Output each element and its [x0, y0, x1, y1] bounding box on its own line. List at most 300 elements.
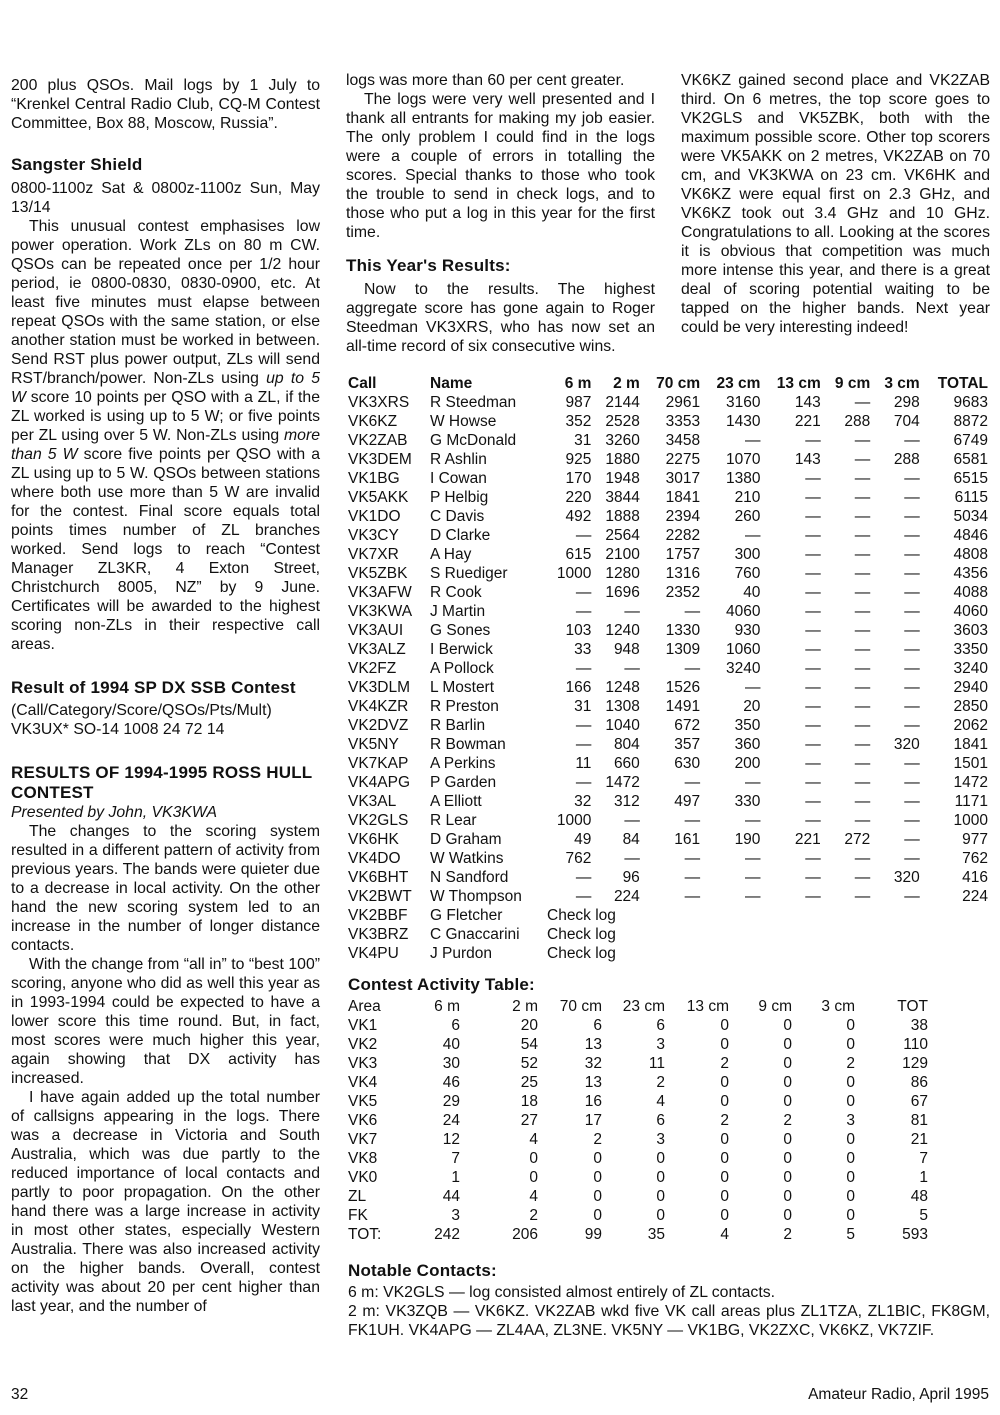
- checklog-cell: VK2BBF: [348, 907, 408, 924]
- activity-header-2m: 2 m: [512, 998, 538, 1015]
- results-cell: 3017: [665, 470, 701, 487]
- results-cell: 31: [574, 432, 592, 449]
- ross-hull-heading: RESULTS OF 1994-1995 ROSS HULL CONTEST: [11, 763, 313, 802]
- results-cell: 1472: [605, 774, 640, 791]
- results-cell: 930: [734, 622, 761, 639]
- results-cell: 8872: [953, 413, 988, 430]
- results-cell: 1248: [605, 679, 640, 696]
- activity-cell: 86: [910, 1074, 928, 1091]
- activity-cell: 0: [593, 1150, 602, 1167]
- results-cell: 497: [674, 793, 701, 810]
- results-cell: —: [744, 888, 761, 905]
- activity-cell: 2: [720, 1112, 729, 1129]
- results-row: [346, 735, 990, 754]
- activity-cell: 38: [910, 1017, 928, 1034]
- activity-cell: VK4: [348, 1074, 378, 1091]
- checklog-cell: VK3BRZ: [348, 926, 409, 943]
- results-cell: A Perkins: [430, 755, 496, 772]
- sangster-rules: This unusual contest emphasises low power operation. Work ZLs on 80 m CW. QSOs can be repeated once per 1/2 hour period, ie 0800-0830, 0830-0900, etc. At least five minutes must elapse between repeat QSOs with the same station, or else another station must be worked in between. Send RST plus power output, ZLs will send RST/branch/power. Non-ZLs using up to 5 W score 10 points per QSO with a ZL, if the ZL worked is using up to 5 W; or five points per ZL using over 5 W. Non-ZLs using more than 5 W score five points per QSO with a ZL using up to 5 W. QSOs between stations where both use more than 5 W are invalid for the contest. Final score equals total points times number of ZL branches worked. Send logs to reach “Contest Manager ZL3KR, 4 Exton Street, Christchurch 8005, NZ” by 9 June. Certificates will be awarded to the highest scoring non-ZLs in their respective call areas.: [11, 218, 321, 653]
- results-cell: —: [624, 603, 640, 620]
- results-cell: —: [904, 622, 920, 639]
- results-cell: 320: [893, 869, 920, 886]
- results-cell: —: [854, 565, 871, 582]
- results-cell: 416: [962, 869, 988, 886]
- results-cell: 3603: [953, 622, 988, 639]
- results-cell: —: [904, 641, 920, 658]
- results-cell: 210: [734, 489, 761, 506]
- results-cell: 166: [565, 679, 592, 696]
- results-cell: —: [805, 850, 821, 867]
- activity-cell: 0: [846, 1017, 855, 1034]
- activity-cell: FK: [348, 1207, 368, 1224]
- notable-heading: Notable Contacts:: [348, 1261, 497, 1280]
- results-cell: VK5ZBK: [348, 565, 408, 582]
- results-row: [346, 450, 990, 469]
- results-cell: 1430: [725, 413, 761, 430]
- activity-row: [348, 1111, 928, 1130]
- results-cell: —: [904, 755, 920, 772]
- results-cell: 1888: [605, 508, 640, 525]
- activity-cell: 206: [512, 1226, 538, 1243]
- results-cell: 1841: [953, 736, 988, 753]
- results-cell: —: [904, 831, 920, 848]
- results-cell: 224: [962, 888, 988, 905]
- results-cell: I Cowan: [430, 470, 487, 487]
- results-cell: 6749: [953, 432, 988, 449]
- results-cell: 352: [565, 413, 592, 430]
- page-number: 32: [11, 1386, 29, 1403]
- results-cell: VK4DO: [348, 850, 401, 867]
- activity-cell: 2: [783, 1226, 792, 1243]
- results-cell: VK5AKK: [348, 489, 409, 506]
- results-cell: 2144: [605, 394, 640, 411]
- activity-cell: 99: [584, 1226, 602, 1243]
- activity-row: [348, 1149, 928, 1168]
- results-cell: 3844: [605, 489, 640, 506]
- results-cell: —: [854, 736, 871, 753]
- results-cell: —: [854, 508, 871, 525]
- results-cell: 804: [613, 736, 640, 753]
- results-cell: G McDonald: [430, 432, 517, 449]
- results-heading: This Year's Results:: [346, 256, 511, 275]
- results-cell: —: [904, 717, 920, 734]
- activity-cell: 0: [846, 1150, 855, 1167]
- results-cell: 350: [734, 717, 761, 734]
- results-cell: —: [624, 850, 640, 867]
- results-cell: —: [854, 888, 871, 905]
- results-cell: —: [805, 774, 821, 791]
- results-cell: —: [805, 432, 821, 449]
- results-cell: 1308: [605, 698, 640, 715]
- results-row: [346, 621, 990, 640]
- results-cell: 3458: [665, 432, 701, 449]
- results-cell: 948: [613, 641, 640, 658]
- activity-cell: 16: [584, 1093, 602, 1110]
- results-header-23cm: 23 cm: [716, 375, 761, 392]
- results-row: [346, 469, 990, 488]
- results-cell: L Mostert: [430, 679, 495, 696]
- activity-cell: 11: [648, 1055, 665, 1072]
- results-cell: VK3ALZ: [348, 641, 406, 658]
- activity-cell: 0: [720, 1074, 729, 1091]
- results-cell: 1526: [665, 679, 701, 696]
- results-cell: W Thompson: [430, 888, 522, 905]
- results-cell: 1380: [725, 470, 761, 487]
- results-cell: 2961: [665, 394, 701, 411]
- results-cell: R Lear: [430, 812, 477, 829]
- results-cell: 4060: [953, 603, 988, 620]
- results-cell: A Pollock: [430, 660, 494, 677]
- activity-header-row: [348, 997, 928, 1016]
- results-cell: —: [805, 755, 821, 772]
- results-cell: —: [744, 850, 761, 867]
- results-cell: 2940: [953, 679, 988, 696]
- activity-cell: 0: [720, 1150, 729, 1167]
- results-cell: —: [854, 869, 871, 886]
- results-cell: 672: [674, 717, 701, 734]
- results-header-total: TOTAL: [937, 375, 988, 392]
- results-row: [346, 583, 990, 602]
- results-cell: —: [684, 850, 701, 867]
- results-cell: 2850: [953, 698, 988, 715]
- activity-cell: 5: [919, 1207, 928, 1224]
- results-cell: —: [805, 641, 821, 658]
- results-cell: —: [904, 850, 920, 867]
- results-row: [346, 792, 990, 811]
- notable-line-2: 2 m: VK3ZQB — VK6KZ. VK2ZAB wkd five VK call areas plus ZL1TZA, ZL1BIC, FK8GM, FK1UH. VK4APG — ZL4AA, ZL3NE. VK5NY — VK1BG, VK2ZXC, VK6KZ, VK7ZIF.: [348, 1303, 990, 1339]
- activity-row: [348, 1092, 928, 1111]
- activity-cell: 242: [434, 1226, 460, 1243]
- results-header-call: Call: [348, 375, 377, 392]
- activity-cell: 0: [529, 1169, 538, 1186]
- results-cell: 298: [893, 394, 920, 411]
- activity-header-tot: TOT: [897, 998, 928, 1015]
- results-cell: VK2BWT: [348, 888, 412, 905]
- checklog-cell: J Purdon: [430, 945, 493, 962]
- results-cell: VK2GLS: [348, 812, 409, 829]
- results-cell: —: [575, 736, 592, 753]
- results-row: [346, 526, 990, 545]
- activity-cell: 25: [520, 1074, 538, 1091]
- results-row: [346, 830, 990, 849]
- activity-cell: 7: [451, 1150, 460, 1167]
- activity-cell: 4: [529, 1131, 538, 1148]
- activity-row: [348, 1054, 928, 1073]
- activity-cell: 0: [720, 1188, 729, 1205]
- results-cell: —: [904, 565, 920, 582]
- activity-header-9cm: 9 cm: [758, 998, 792, 1015]
- results-cell: 1841: [665, 489, 701, 506]
- results-cell: —: [854, 812, 871, 829]
- results-cell: —: [805, 622, 821, 639]
- activity-row: [348, 1073, 928, 1092]
- results-cell: 200: [734, 755, 761, 772]
- results-cell: —: [854, 755, 871, 772]
- results-cell: —: [805, 888, 821, 905]
- activity-cell: 54: [520, 1036, 538, 1053]
- results-cell: —: [904, 470, 920, 487]
- results-cell: 760: [734, 565, 761, 582]
- ross-hull-p3: I have again added up the total number of callsigns appearing in the logs. There was a decrease in Victoria and South Australia, which was due partly to the reduced importance of local contacts and partly to poor propagation. On the other hand there was a large increase in activity in most other states, especially Western Australia. There was also increased activity on the higher bands. Overall, contest activity was about 20 per cent higher than last year, and the number of: [11, 1089, 320, 1315]
- results-cell: 4846: [953, 527, 988, 544]
- results-cell: D Clarke: [430, 527, 491, 544]
- activity-cell: 1: [919, 1169, 928, 1186]
- results-cell: 1240: [605, 622, 640, 639]
- results-row: [346, 716, 990, 735]
- activity-cell: 0: [846, 1093, 855, 1110]
- results-cell: —: [624, 812, 640, 829]
- results-cell: 4088: [953, 584, 988, 601]
- results-cell: S Ruediger: [430, 565, 508, 582]
- results-cell: —: [805, 489, 821, 506]
- results-cell: —: [575, 527, 592, 544]
- results-cell: 103: [565, 622, 592, 639]
- results-cell: VK3AFW: [348, 584, 412, 601]
- activity-cell: 0: [846, 1131, 855, 1148]
- results-cell: P Helbig: [430, 489, 489, 506]
- results-cell: —: [854, 394, 871, 411]
- activity-cell: 4: [529, 1188, 538, 1205]
- activity-cell: 6: [656, 1112, 665, 1129]
- results-cell: VK2ZAB: [348, 432, 408, 449]
- activity-cell: 5: [846, 1226, 855, 1243]
- results-cell: —: [684, 774, 701, 791]
- checklog-cell: G Fletcher: [430, 907, 503, 924]
- activity-cell: 0: [783, 1150, 792, 1167]
- results-header-6m: 6 m: [564, 375, 592, 392]
- results-row: [346, 431, 990, 450]
- results-cell: 2275: [665, 451, 701, 468]
- activity-table: [348, 997, 928, 1244]
- results-cell: 615: [565, 546, 592, 563]
- results-cell: 143: [794, 451, 821, 468]
- results-cell: —: [904, 698, 920, 715]
- results-cell: 143: [794, 394, 821, 411]
- results-row: [346, 659, 990, 678]
- activity-cell: 110: [903, 1036, 928, 1053]
- results-cell: —: [575, 603, 592, 620]
- results-cell: VK1BG: [348, 470, 400, 487]
- results-cell: —: [624, 660, 640, 677]
- results-cell: —: [805, 698, 821, 715]
- results-cell: R Bowman: [430, 736, 506, 753]
- results-cell: 9683: [953, 394, 988, 411]
- activity-cell: 0: [846, 1207, 855, 1224]
- checklog-cell: C Gnaccarini: [430, 926, 520, 943]
- results-cell: —: [854, 698, 871, 715]
- results-cell: 3240: [953, 660, 988, 677]
- results-cell: —: [854, 603, 871, 620]
- results-cell: VK2DVZ: [348, 717, 409, 734]
- results-header-row: [346, 374, 990, 393]
- results-cell: —: [854, 451, 871, 468]
- activity-cell: 2: [593, 1131, 602, 1148]
- results-cell: 32: [574, 793, 592, 810]
- results-cell: VK6HK: [348, 831, 399, 848]
- results-cell: VK1DO: [348, 508, 401, 525]
- activity-cell: 27: [520, 1112, 538, 1129]
- ross-hull-p1: The changes to the scoring system resulted in a different pattern of activity from previous years. The bands were quieter due to a decrease in local activity. On the other hand the new scoring system led to an increase in the number of longer distance contacts.: [11, 823, 320, 954]
- results-cell: —: [854, 793, 871, 810]
- results-cell: VK7XR: [348, 546, 399, 563]
- sangster-time: 0800-1100z Sat & 0800z-1100z Sun, May 13/14: [11, 180, 320, 216]
- activity-cell: 0: [720, 1036, 729, 1053]
- results-cell: —: [854, 622, 871, 639]
- activity-header-3cm: 3 cm: [821, 998, 855, 1015]
- results-cell: J Martin: [430, 603, 486, 620]
- results-cell: —: [575, 584, 592, 601]
- activity-cell: 40: [442, 1036, 460, 1053]
- results-cell: 312: [613, 793, 640, 810]
- results-cell: —: [904, 546, 920, 563]
- results-header-9cm: 9 cm: [834, 375, 871, 392]
- results-cell: VK4APG: [348, 774, 411, 791]
- column-3: [681, 71, 990, 337]
- results-cell: —: [854, 774, 871, 791]
- results-cell: A Hay: [430, 546, 472, 563]
- results-row: [346, 545, 990, 564]
- activity-cell: 2: [846, 1055, 855, 1072]
- activity-header-70cm: 70 cm: [559, 998, 602, 1015]
- results-cell: 2528: [605, 413, 640, 430]
- checklog-cell: Check log: [547, 926, 616, 943]
- activity-cell: 7: [919, 1150, 928, 1167]
- activity-cell: 0: [783, 1169, 792, 1186]
- results-cell: 1000: [953, 812, 988, 829]
- results-cell: 221: [794, 413, 821, 430]
- results-cell: —: [904, 489, 920, 506]
- results-cell: —: [805, 679, 821, 696]
- results-cell: P Garden: [430, 774, 497, 791]
- col3-p0: VK6KZ gained second place and VK2ZAB third. On 6 metres, the top score goes to VK2GLS and VK5ZBK, both with the maximum possible score. Other top scorers were VK5AKK on 2 metres, VK2ZAB on 70 cm, and VK3KWA on 23 cm. VK6HK and VK6KZ were equal first on 2.3 GHz, and VK6KZ took out 3.4 GHz and 10 GHz. Congratulations to all. Looking at the scores it is obvious that competition was much more intense this year, and there is a great deal of scoring potential waiting to be tapped on the higher bands. Next year could be very interesting indeed!: [681, 72, 990, 336]
- sangster-heading: Sangster Shield: [11, 155, 143, 174]
- results-row: [346, 640, 990, 659]
- results-cell: —: [805, 603, 821, 620]
- results-cell: —: [805, 527, 821, 544]
- results-cell: 330: [734, 793, 761, 810]
- checklog-row: [346, 925, 990, 944]
- results-cell: 1000: [556, 812, 592, 829]
- results-cell: VK3XRS: [348, 394, 410, 411]
- results-cell: 161: [674, 831, 701, 848]
- activity-cell: VK3: [348, 1055, 378, 1072]
- activity-cell: 3: [656, 1036, 665, 1053]
- results-cell: 288: [844, 413, 871, 430]
- results-cell: 762: [962, 850, 988, 867]
- intro-paragraph: 200 plus QSOs. Mail logs by 1 July to “Krenkel Central Radio Club, CQ-M Contest Committee, Box 88, Moscow, Russia”.: [11, 77, 320, 132]
- results-cell: VK2FZ: [348, 660, 397, 677]
- results-cell: VK4KZR: [348, 698, 409, 715]
- activity-cell: 0: [593, 1169, 602, 1186]
- results-cell: 4356: [953, 565, 988, 582]
- results-cell: VK5NY: [348, 736, 399, 753]
- results-cell: —: [744, 527, 761, 544]
- results-cell: R Preston: [430, 698, 499, 715]
- results-cell: W Howse: [430, 413, 497, 430]
- results-cell: —: [744, 812, 761, 829]
- results-cell: R Steedman: [430, 394, 517, 411]
- results-cell: 1696: [605, 584, 640, 601]
- results-cell: 1501: [953, 755, 988, 772]
- results-cell: 1948: [605, 470, 640, 487]
- results-cell: —: [854, 470, 871, 487]
- results-cell: 170: [565, 470, 592, 487]
- activity-header-area: Area: [348, 998, 381, 1015]
- results-cell: 3240: [725, 660, 761, 677]
- results-cell: 357: [674, 736, 701, 753]
- results-cell: —: [904, 508, 920, 525]
- results-cell: —: [904, 432, 920, 449]
- results-cell: 1040: [605, 717, 640, 734]
- activity-row: [348, 1035, 928, 1054]
- results-row: [346, 602, 990, 621]
- results-row: [346, 564, 990, 583]
- activity-row: [348, 1206, 928, 1225]
- results-cell: 2062: [953, 717, 988, 734]
- results-cell: 630: [674, 755, 701, 772]
- activity-cell: 13: [584, 1074, 602, 1091]
- activity-body: [348, 1016, 928, 1244]
- results-cell: —: [854, 527, 871, 544]
- ross-hull-p2: With the change from “all in” to “best 100” scoring, anyone who did as well this year as in 1993-1994 could be expected to have a lower score this time round. But, in fact, most scores were much higher this year, again showing that DX activity has increased.: [11, 956, 320, 1087]
- results-cell: —: [684, 869, 701, 886]
- activity-cell: 35: [647, 1226, 665, 1243]
- results-cell: 190: [734, 831, 761, 848]
- results-cell: 492: [565, 508, 592, 525]
- activity-cell: 0: [593, 1207, 602, 1224]
- results-cell: 1757: [665, 546, 701, 563]
- results-cell: 3350: [953, 641, 988, 658]
- activity-cell: 1: [451, 1169, 460, 1186]
- activity-cell: 0: [846, 1188, 855, 1205]
- results-cell: VK6KZ: [348, 413, 398, 430]
- activity-cell: 2: [720, 1055, 729, 1072]
- activity-cell: 0: [783, 1093, 792, 1110]
- results-cell: 1171: [954, 793, 988, 810]
- results-cell: —: [575, 888, 592, 905]
- results-cell: VK3AUI: [348, 622, 404, 639]
- activity-cell: 44: [442, 1188, 460, 1205]
- results-cell: —: [805, 508, 821, 525]
- results-cell: —: [904, 527, 920, 544]
- results-row: [346, 697, 990, 716]
- results-cell: —: [854, 584, 871, 601]
- activity-cell: 3: [656, 1131, 665, 1148]
- results-row: [346, 868, 990, 887]
- results-cell: R Cook: [430, 584, 482, 601]
- results-cell: 977: [962, 831, 988, 848]
- results-cell: —: [805, 869, 821, 886]
- activity-cell: 0: [783, 1131, 792, 1148]
- results-cell: —: [904, 603, 920, 620]
- activity-cell: VK7: [348, 1131, 378, 1148]
- results-cell: 2282: [665, 527, 701, 544]
- results-cell: D Graham: [430, 831, 502, 848]
- results-cell: —: [904, 888, 920, 905]
- results-cell: 49: [574, 831, 592, 848]
- spdx-line-2: VK3UX* SO-14 1008 24 72 14: [11, 721, 225, 738]
- results-cell: 762: [565, 850, 592, 867]
- activity-cell: 17: [584, 1112, 602, 1129]
- activity-cell: 32: [584, 1055, 602, 1072]
- results-cell: 1280: [605, 565, 640, 582]
- spdx-heading: Result of 1994 SP DX SSB Contest: [11, 678, 296, 697]
- results-cell: 1330: [665, 622, 701, 639]
- activity-cell: 21: [910, 1131, 928, 1148]
- checklog-cell: VK4PU: [348, 945, 399, 962]
- activity-cell: 0: [783, 1188, 792, 1205]
- results-cell: 300: [734, 546, 761, 563]
